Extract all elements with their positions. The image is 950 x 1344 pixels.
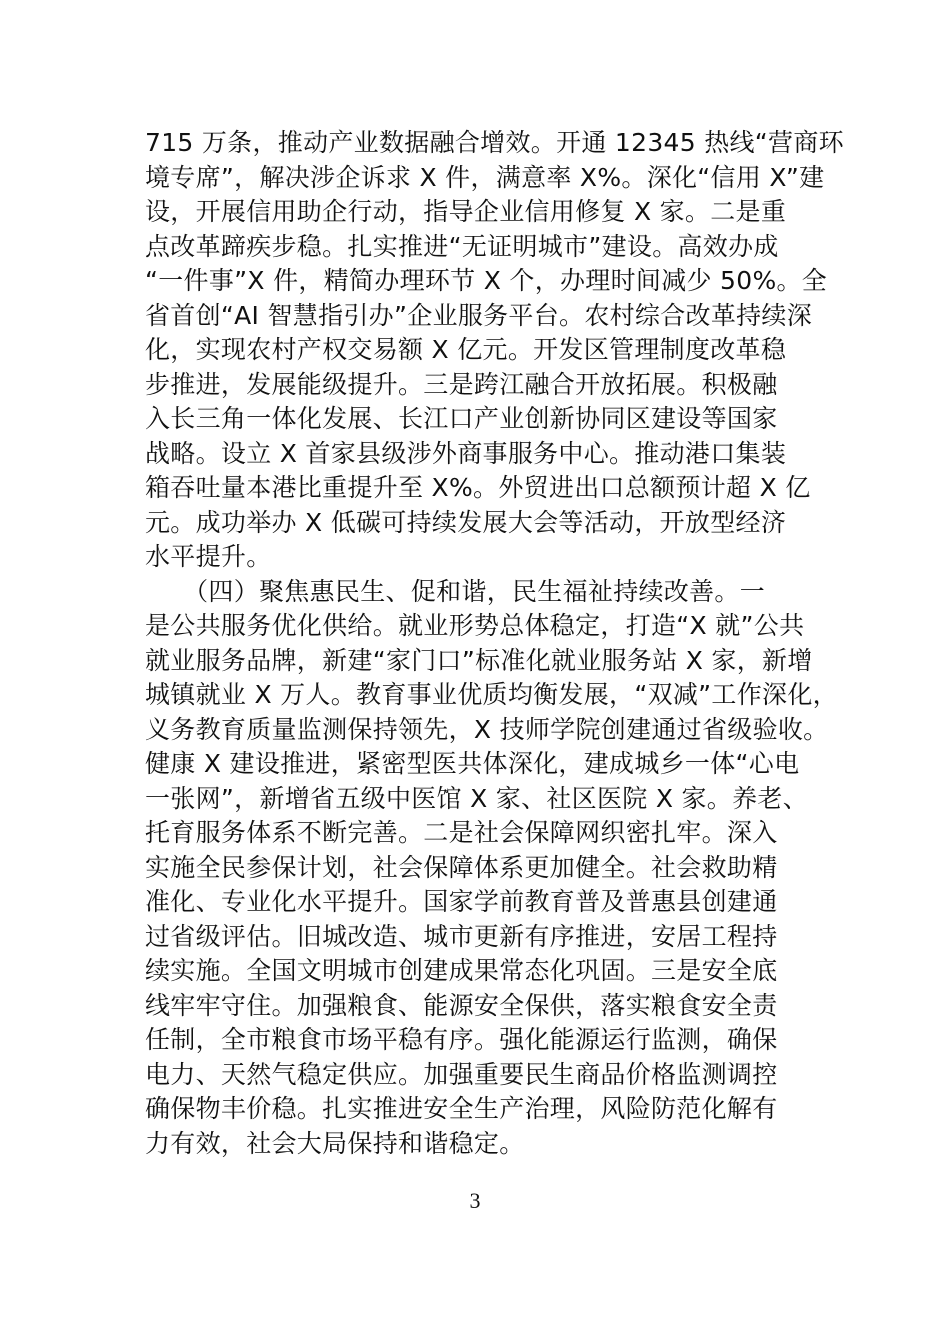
text-line: 健康 X 建设推进，紧密型医共体深化，建成城乡一体“心电	[145, 749, 800, 778]
text-line: 力有效，社会大局保持和谐稳定。	[145, 1128, 525, 1158]
text-line: 箱吞吐量本港比重提升至 X%。外贸进出口总额预计超 X 亿	[145, 473, 811, 502]
text-line: 托育服务体系不断完善。二是社会保障网织密扎牢。深入	[145, 818, 778, 847]
text-line: 点改革蹄疾步稳。扎实推进“无证明城市”建设。高效办成	[145, 231, 779, 261]
body-text	[145, 126, 844, 1161]
text-line: 实施全民参保计划，社会保障体系更加健全。社会救助精	[145, 852, 778, 882]
text-line: 元。成功举办 X 低碳可持续发展大会等活动，开放型经济	[145, 507, 787, 537]
text-line: 线牢牢守住。加强粮食、能源安全保供，落实粮食安全责	[145, 990, 778, 1020]
page-number: 3	[469, 1188, 481, 1213]
text-line: 就业服务品牌，新建“家门口”标准化就业服务站 X 家，新增	[145, 645, 813, 675]
text-line: 省首创“AI 智慧指引办”企业服务平台。农村综合改革持续深	[145, 300, 813, 330]
text-line: 水平提升。	[145, 542, 272, 571]
section-heading-line: （四）聚焦惠民生、促和谐，民生福祉持续改善。一	[145, 576, 766, 606]
text-line: 一张网”，新增省五级中医馆 X 家、社区医院 X 家。养老、	[145, 783, 808, 813]
text-line: “一件事”X 件，精简办理环节 X 个，办理时间减少 50%。全	[145, 266, 828, 295]
text-line: 是公共服务优化供给。就业形势总体稳定，打造“X 就”公共	[145, 611, 805, 640]
text-line: 入长三角一体化发展、长江口产业创新协同区建设等国家	[145, 404, 778, 433]
text-line: 任制，全市粮食市场平稳有序。强化能源运行监测，确保	[145, 1025, 778, 1054]
text-line: 确保物丰价稳。扎实推进安全生产治理，风险防范化解有	[145, 1094, 778, 1123]
text-line: 城镇就业 X 万人。教育事业优质均衡发展，“双减”工作深化，	[145, 680, 838, 709]
text-line: 准化、专业化水平提升。国家学前教育普及普惠县创建通	[145, 887, 778, 916]
text-line: 电力、天然气稳定供应。加强重要民生商品价格监测调控	[145, 1059, 778, 1089]
text-line: 义务教育质量监测保持领先，X 技师学院创建通过省级验收。	[145, 714, 829, 744]
text-line: 续实施。全国文明城市创建成果常态化巩固。三是安全底	[145, 956, 778, 985]
text-line: 化，实现农村产权交易额 X 亿元。开发区管理制度改革稳	[145, 335, 787, 364]
text-line: 715 万条，推动产业数据融合增效。开通 12345 热线“营商环	[145, 128, 844, 157]
text-line: 过省级评估。旧城改造、城市更新有序推进，安居工程持	[145, 921, 778, 951]
text-line: 境专席”，解决涉企诉求 X 件，满意率 X%。深化“信用 X”建	[145, 162, 825, 192]
text-line: 战略。设立 X 首家县级涉外商事服务中心。推动港口集装	[145, 438, 787, 468]
text-line: 步推进，发展能级提升。三是跨江融合开放拓展。积极融	[145, 369, 778, 399]
text-line: 设，开展信用助企行动，指导企业信用修复 X 家。二是重	[145, 197, 787, 226]
